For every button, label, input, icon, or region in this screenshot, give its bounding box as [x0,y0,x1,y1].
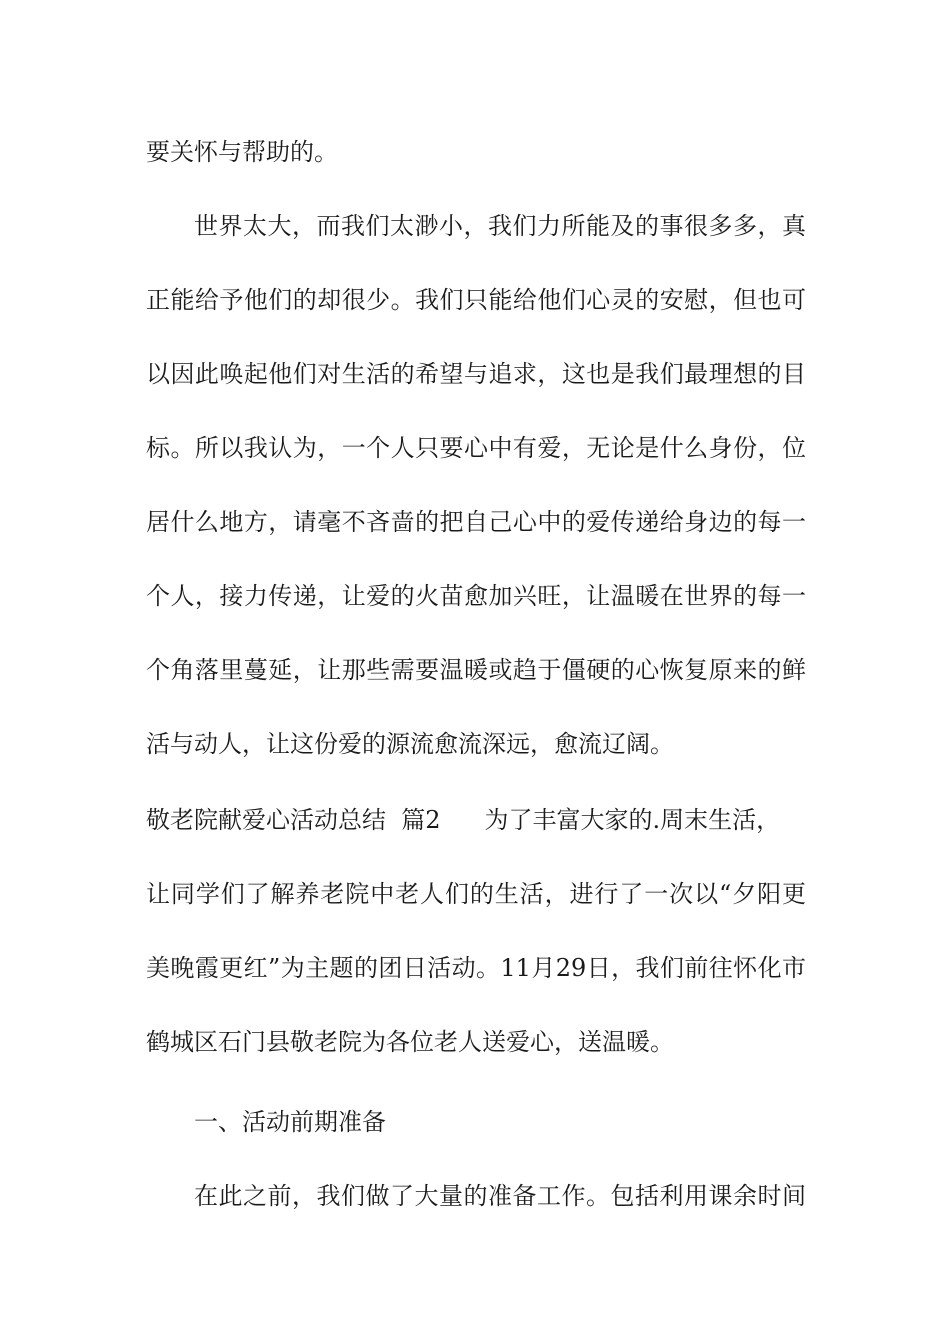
paragraph-line: 个角落里蔓延，让那些需要温暖或趋于僵硬的心恢复原来的鲜 [146,656,806,684]
subsection-heading: 一、活动前期准备 [194,1108,386,1136]
section-lead: 为了丰富大家的.周末生活， [484,806,781,834]
paragraph-line: 世界太大，而我们太渺小，我们力所能及的事很多多，真 [194,212,806,240]
paragraph-line: 鹤城区石门县敬老院为各位老人送爱心，送温暖。 [146,1028,674,1056]
paragraph-line: 活与动人，让这份爱的源流愈流深远，愈流辽阔。 [146,730,674,758]
paragraph-line: 美晚霞更红”为主题的团日活动。11月29日，我们前往怀化市 [146,954,806,982]
paragraph-line: 正能给予他们的却很少。我们只能给他们心灵的安慰，但也可 [146,286,806,314]
section-heading-line [146,802,806,838]
paragraph-line: 让同学们了解养老院中老人们的生活，进行了一次以“夕阳更 [146,880,806,908]
paragraph-line: 居什么地方，请毫不吝啬的把自己心中的爱传递给身边的每一 [146,508,806,536]
paragraph-line: 以因此唤起他们对生活的希望与追求，这也是我们最理想的目 [146,360,806,388]
section-title: 敬老院献爱心活动总结 篇2 [146,806,441,834]
paragraph-line: 个人，接力传递，让爱的火苗愈加兴旺，让温暖在世界的每一 [146,582,806,610]
paragraph-line: 要关怀与帮助的。 [146,138,338,166]
paragraph-line: 在此之前，我们做了大量的准备工作。包括利用课余时间 [194,1182,806,1210]
paragraph-line: 标。所以我认为，一个人只要心中有爱，无论是什么身份，位 [146,434,806,462]
